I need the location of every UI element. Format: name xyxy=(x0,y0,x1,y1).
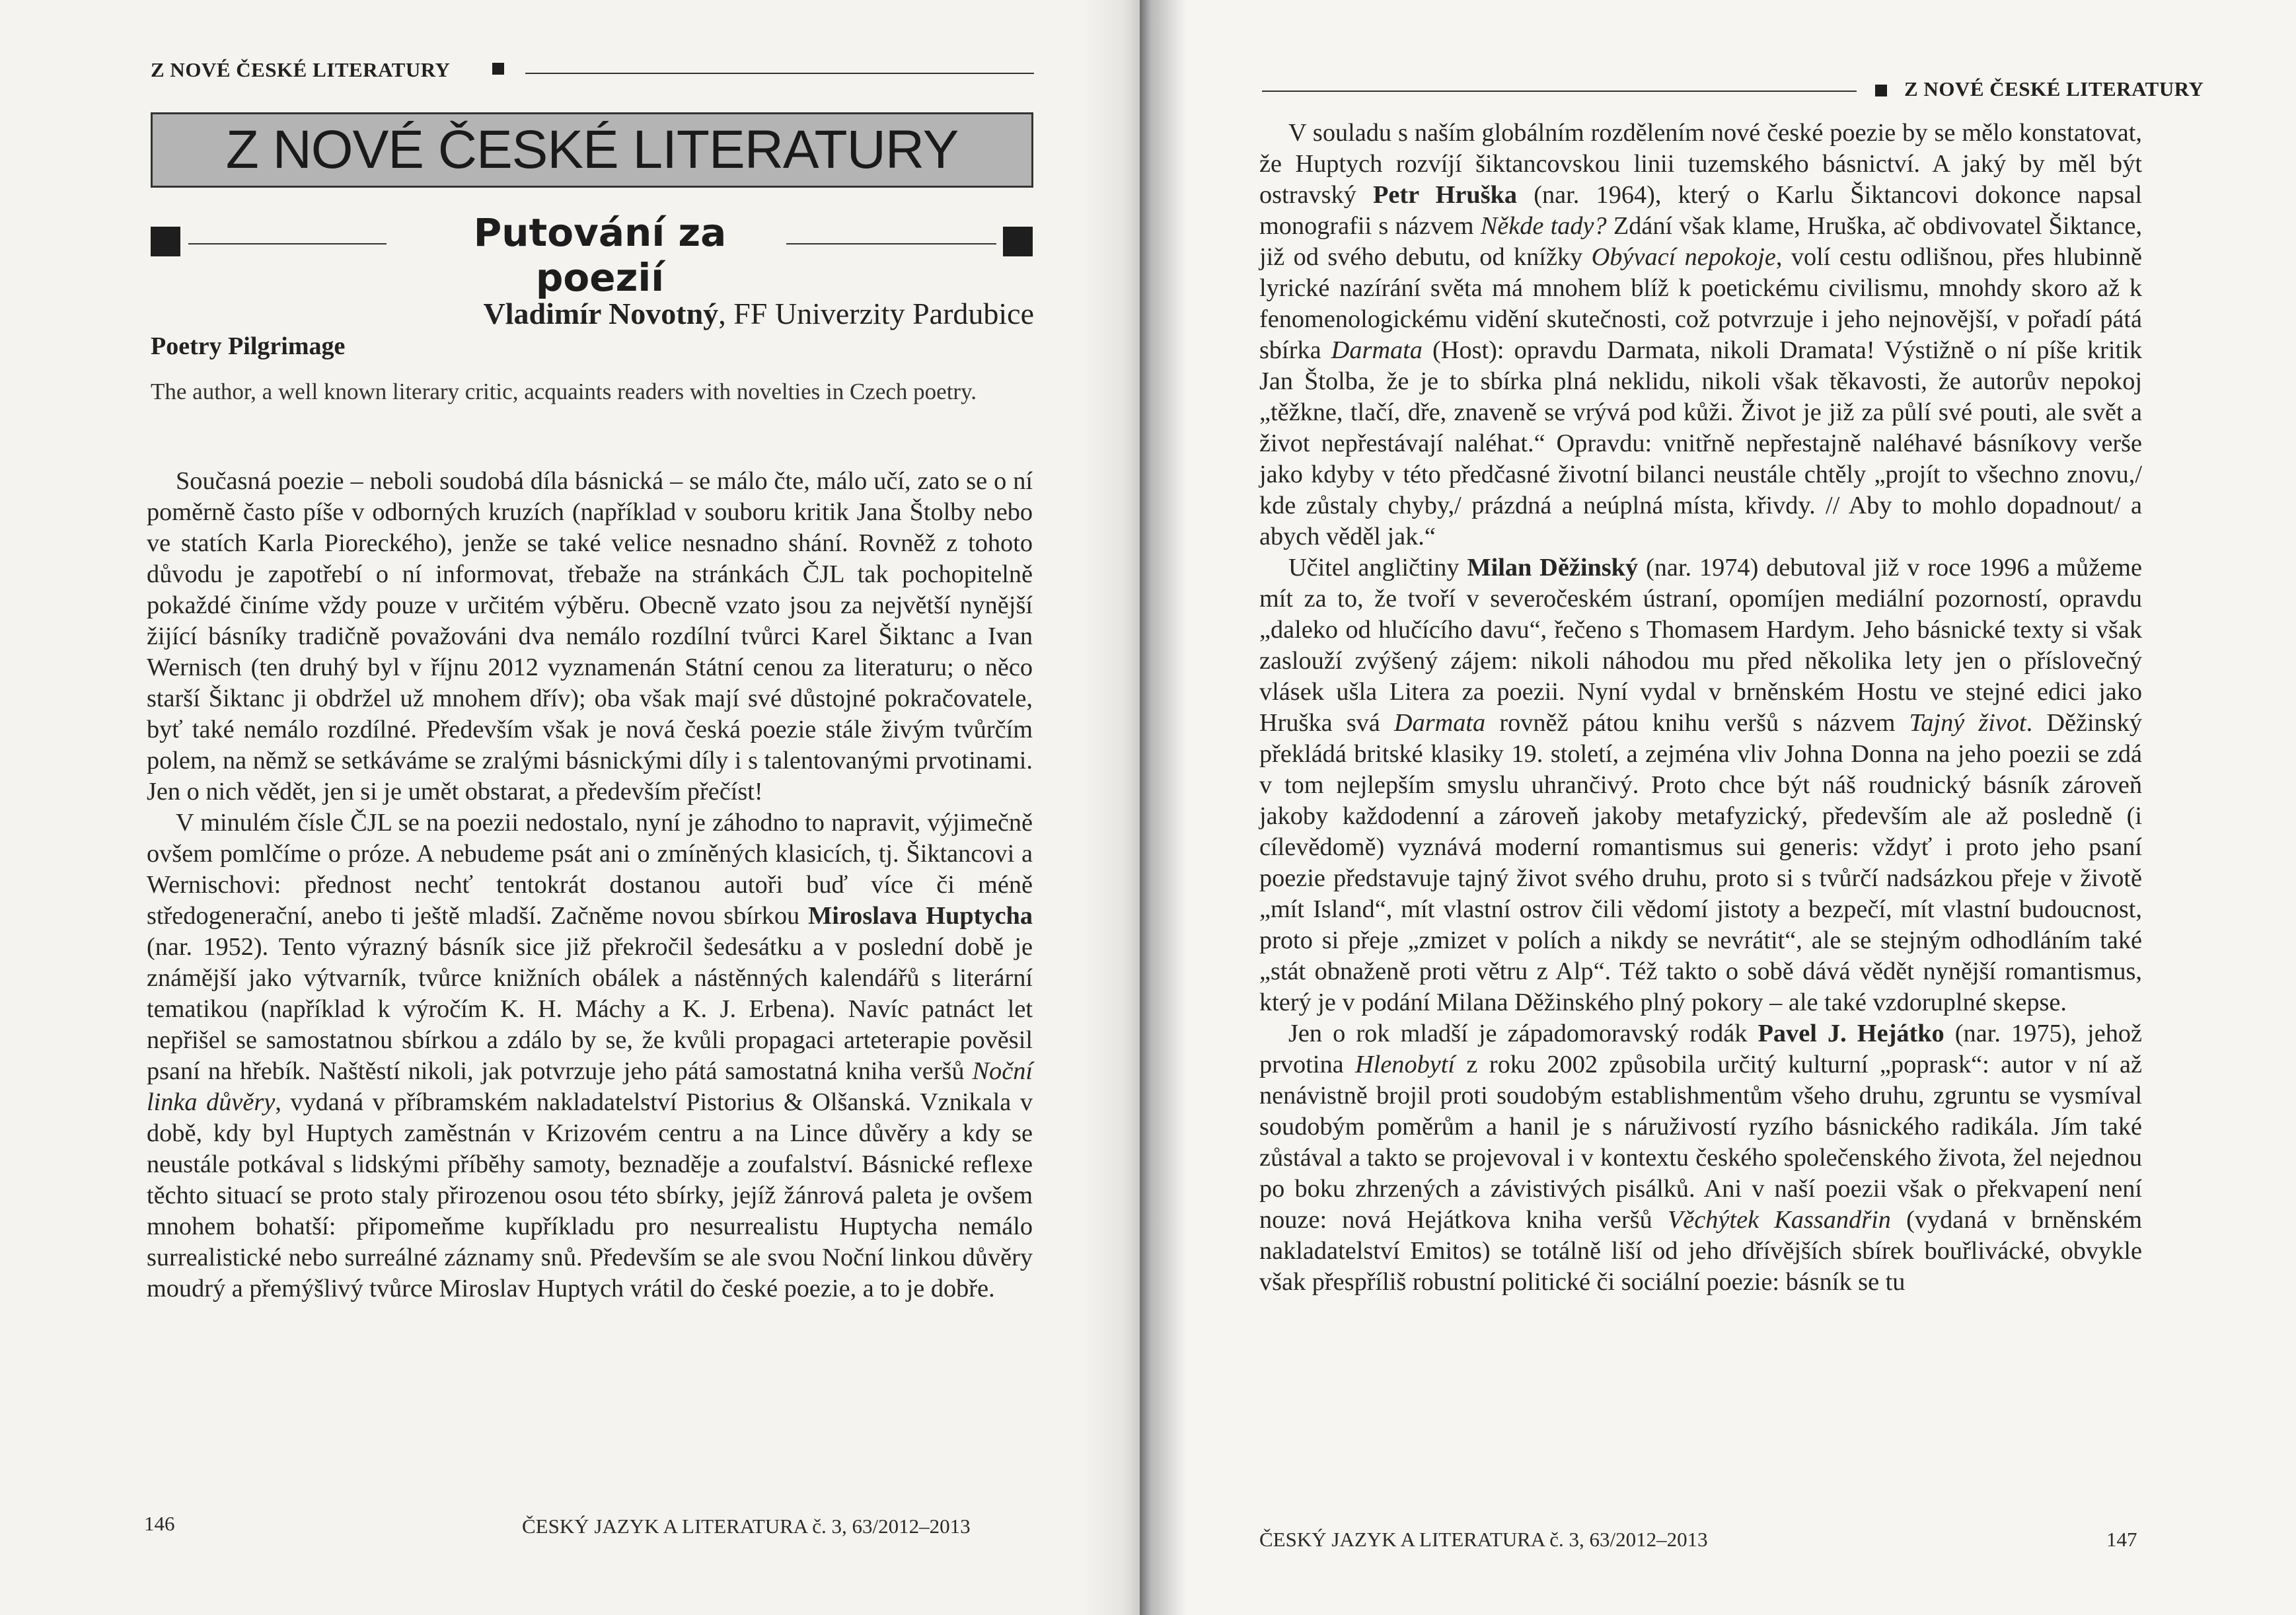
text-run: rovněž pátou knihu veršů s názvem xyxy=(1485,709,1909,737)
title-square-left xyxy=(151,227,180,256)
text-run: Současná poezie – neboli soudobá díla básnická – se málo čte, málo učí, zato se o ní poměrně často píše v odborných kruzích (například v souboru kritik Jana Štolby nebo ve statích Karla Pioreckého), jenže se také velice nesnadno shání. Rovněž z tohoto důvodu je zapotřebí o ní informovat, třebaže na stránkách ČJL tak pochopitelně pokaždé činíme vždy pouze v určitém výběru. Obecně vzato jsou za největší nynější žijící básníky tradičně považováni dva nemálo rozdílní tvůrci Karel Šiktanc a Ivan Wernisch (ten druhý byl v říjnu 2012 vyznamenán Státní cenou za literaturu; o něco starší Šiktanc ji obdržel už mnohem dřív); oba však mají své důstojné pokračovatele, byť také nemálo rozdílné. Především však je nová česká poezie stále živým tvůrčím polem, na němž se setkáváme se zralými básnickými díly i s talentovanými prvotinami. Jen o nich vědět, jen si je umět obstarat, a především přečíst! xyxy=(147,467,1033,806)
italic-title: Tajný život xyxy=(1909,709,2026,737)
author-affiliation: , FF Univerzity Pardubice xyxy=(718,297,1034,330)
bold-name: Milan Děžinský xyxy=(1467,554,1639,582)
paragraph xyxy=(147,808,1033,1304)
journal-footer-left: ČESKÝ JAZYK A LITERATURA č. 3, 63/2012–2013 xyxy=(522,1515,971,1538)
left-page xyxy=(0,0,1140,1615)
text-run: , vydaná v příbramském nakladatelství Pistorius & Olšanská. Vznikala v době, kdy byl Huptych zaměstnán v Krizovém centru a na Lince důvěry a kdy se neustále potkával s lidskými příběhy samoty, beznaděje a zoufalství. Básnické reflexe těchto situací se proto staly přirozenou osou této sbírky, jejíž žánrová paleta je ovšem mnohem bohatší: připomeňme kupříkladu pro nesurrealistu Huptycha nemálo surrealistické nebo surreálné záznamy snů. Především se ale svou Noční linkou důvěry moudrý a přemýšlivý tvůrce Miroslav Huptych vrátil do české poezie, a to je dobře. xyxy=(147,1088,1033,1302)
paragraph xyxy=(147,466,1033,808)
english-title: Poetry Pilgrimage xyxy=(151,332,346,360)
right-body-text xyxy=(1259,118,2142,1298)
text-run: Jen o rok mladší je západomoravský rodák xyxy=(1288,1020,1758,1047)
article-title: Putování za poezií xyxy=(473,210,727,300)
section-title: Z NOVÉ ČESKÉ LITERATURY xyxy=(225,120,959,180)
text-run: (Host): opravdu Darmata, nikoli Dramata! Výstižně o ní píše kritik Jan Štolba, že je to sbírka plná neklidu, nikoli však těkavosti, že autorův nepokoj „těžkne, tlačí, dře, znaveně se vrývá pod kůži. Život je již za půlí své pouti, ale svět a život nepřestávají naléhat.“ Opravdu: vnitřně nepřestajně naléhavé básníkovy verše jako kdyby v této předčasné životní bilanci neustále chtěly „projít to všechno znovu,/ kde zůstaly chyby,/ prázdná a neúplná místa, křivdy. // Aby to mohlo dopadnout/ a abych věděl jak.“ xyxy=(1259,336,2142,550)
title-rule-left xyxy=(188,243,387,244)
text-run: V souladu s naším globálním rozdělením nové české poezie by se mělo konstatovat, že Huptych rozvíjí šiktancovskou linii tuzemského básnictví. A jaký by měl být ostravský xyxy=(1259,119,2142,209)
bold-name: Miroslava Huptycha xyxy=(808,902,1033,930)
text-run: (nar. 1974) debutoval již v roce 1996 a můžeme mít za to, že tvoří v severočeském ústraní, opomíjen mediální pozorností, opravdu „daleko od hlučícího davu“, řečeno s Thomasem Hardym. Jeho básnické texty si však zaslouží zvýšený zájem: nikoli náhodou mu před několika lety jen o příslovečný vlásek ušla Litera za poezii. Nyní vydal v brněnském Hostu ve stejné edici jako Hruška svá xyxy=(1259,554,2142,737)
author-name: Vladimír Novotný xyxy=(483,297,719,330)
text-run: V minulém čísle ČJL se na poezii nedostalo, nyní je záhodno to napravit, výjimečně ovšem pomlčíme o próze. A nebudeme psát ani o zmíněných klasicích, tj. Šiktancovi a Wernischovi: přednost nechť tentokrát dostanou autoři buď více či méně středogenerační, anebo ti ještě mladší. Začněme novou sbírkou xyxy=(147,809,1033,930)
italic-title: Darmata xyxy=(1393,709,1486,737)
gutter-shadow-right xyxy=(1140,0,1186,1615)
italic-title: Noční linka důvěry xyxy=(147,1057,1033,1116)
left-body-text xyxy=(147,466,1033,1304)
title-square-right xyxy=(1003,227,1033,256)
gutter-shadow-left xyxy=(1084,0,1140,1615)
page-number-left: 146 xyxy=(144,1512,175,1535)
running-head-square-left xyxy=(492,63,504,75)
text-run: Učitel angličtiny xyxy=(1288,554,1467,582)
bold-name: Petr Hruška xyxy=(1372,181,1518,209)
paragraph xyxy=(1259,1018,2142,1298)
italic-title: Věchýtek Kassandřin xyxy=(1667,1206,1891,1234)
author-line xyxy=(484,296,1034,331)
abstract: The author, a well known literary critic, acquaints readers with novelties in Czech poetry. xyxy=(151,379,977,404)
paragraph xyxy=(1259,552,2142,1018)
text-run: (nar. 1952). Tento výrazný básník sice již překročil šedesátku a v poslední době je známější jako výtvarník, tvůrce knižních obálek a nástěnných kalendářů s literární tematikou (například k výročím K. H. Máchy a K. J. Erbena). Navíc patnáct let nepřišel se samostatnou sbírkou a zdálo by se, že kvůli propagaci arteterapie pověsil psaní na hřebík. Naštěstí nikoli, jak potvrzuje jeho pátá samostatná kniha veršů xyxy=(147,933,1033,1085)
text-run: (vydaná v brněnském nakladatelství Emitos) se totálně liší od jeho dřívějších sbírek bouřlivácké, obvykle však přespříliš robustní politické či sociální poezie: básník se tu xyxy=(1259,1206,2142,1296)
text-run: . Děžinský překládá britské klasiky 19. století, a zejména vliv Johna Donna na jeho poezii se zdá v tom nejlepším smyslu uhrančivý. Proto chce být náš roudnický básník zároveň jakoby každodenní a zároveň jakoby metafyzický, především ale až posledně (i cílevědomě) vyznává moderní romantismus sui generis: vždyť i proto jeho psaní poezie představuje tajný život svého druhu, proto si s tvůrčí nadsázkou přeje v životě „mít Island“, mít vlastní ostrov čili vědomí jistoty a bezpečí, mít vlastní budoucnost, proto si přeje „zmizet v polích a nikdy se nevrátit“, ale se stejným odhodláním také „stát obnaženě proti větru z Alp“. Též takto o sobě dává vědět nynější romantismus, který je v podání Milana Děžinského plný pokory – ale také vzdoruplné skepse. xyxy=(1259,709,2143,1016)
running-head-left: Z NOVÉ ČESKÉ LITERATURY xyxy=(151,58,451,81)
text-run: , volí cestu odlišnou, přes hlubinně lyrické nazírání světa má mnohem blíž k poetickému civilismu, mnohdy skoro až k fenomenologickému vidění skutečnosti, což potvrzuje i jeho nejnovější, v pořadí pátá sbírka xyxy=(1259,243,2143,364)
title-rule-right xyxy=(786,243,996,244)
italic-title: Darmata xyxy=(1331,336,1423,364)
text-run: Zdání však klame, Hruška, ač obdivovatel Šiktance, již od svého debutu, od knížky xyxy=(1259,212,2143,271)
bold-name: Pavel J. Hejátko xyxy=(1758,1020,1944,1047)
italic-title: Hlenobytí xyxy=(1355,1051,1456,1078)
text-run: (nar. 1975), jehož prvotina xyxy=(1259,1020,2142,1078)
italic-title: Někde tady? xyxy=(1480,212,1607,240)
text-run: z roku 2002 způsobila určitý kulturní „poprask“: autor v ní až nenávistně brojil proti soudobým establishmentům všeho druhu, zgruntu se vysmíval soudobým poměrům a hanil je s náruživostí ryzího básnického radikála. Jím také zůstával a takto se projevoval i v kontextu českého společenského života, žel nejednou po boku zhrzených a závistivých pisálků. Ani v naší poezii však o překvapení není nouze: nová Hejátkova kniha veršů xyxy=(1259,1051,2142,1234)
running-head-right: Z NOVÉ ČESKÉ LITERATURY xyxy=(1904,77,2204,100)
running-head-rule-left xyxy=(525,73,1034,74)
running-head-square-right xyxy=(1875,85,1887,96)
page-number-right: 147 xyxy=(2106,1528,2137,1551)
text-run: (nar. 1964), který o Karlu Šiktancovi dokonce napsal monografii s názvem xyxy=(1259,181,2142,240)
section-title-box xyxy=(151,112,1033,188)
right-page xyxy=(1148,0,2296,1615)
italic-title: Obývací nepokoje xyxy=(1591,243,1776,271)
running-head-rule-right xyxy=(1262,91,1857,92)
paragraph xyxy=(1259,118,2142,552)
journal-footer-right: ČESKÝ JAZYK A LITERATURA č. 3, 63/2012–2013 xyxy=(1259,1528,1708,1551)
